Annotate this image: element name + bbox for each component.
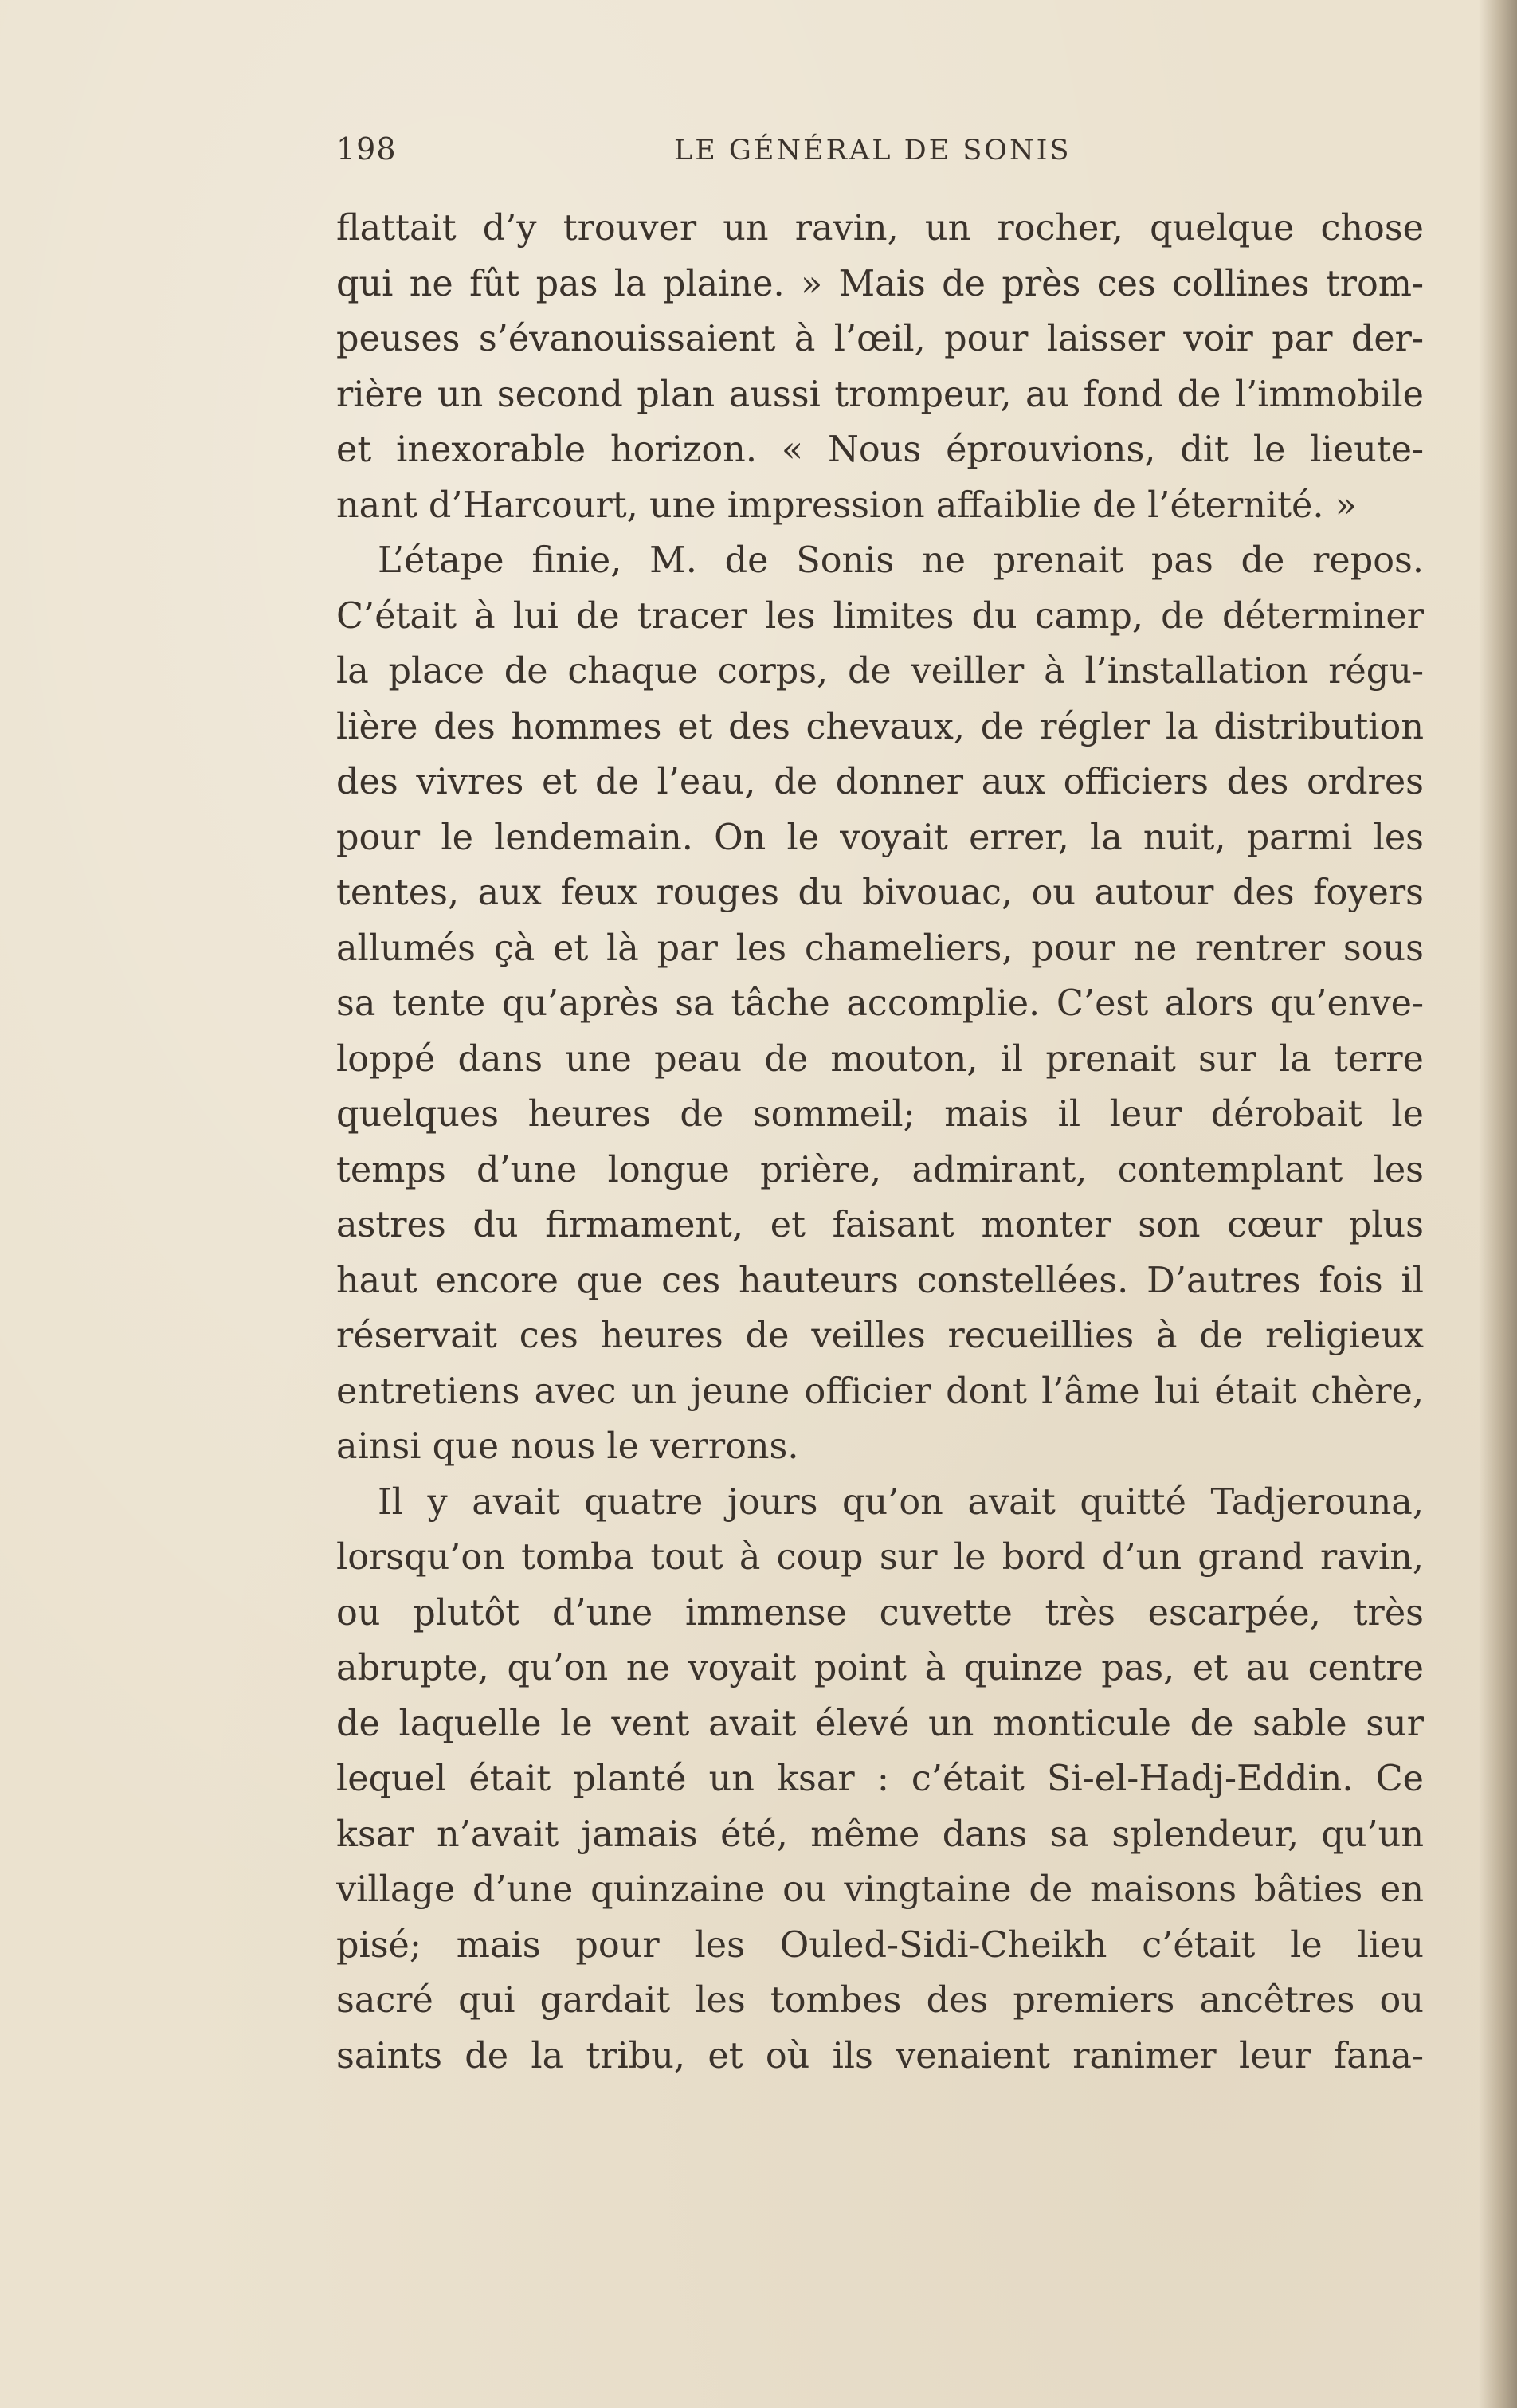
text-line: peuses s’évanouissaient à l’œil, pour laisser voir par der- xyxy=(336,319,1424,359)
text-line: la place de chaque corps, de veiller à l’installation régu- xyxy=(336,651,1424,692)
text-line: C’était à lui de tracer les limites du camp, de déterminer xyxy=(336,595,1424,637)
text-line: tentes, aux feux rouges du bivouac, ou autour des foyers xyxy=(336,873,1424,913)
text-line: temps d’une longue prière, admirant, contemplant les xyxy=(336,1149,1424,1190)
text-line: lorsqu’on tomba tout à coup sur le bord d’un grand ravin, xyxy=(336,1537,1424,1578)
text-line: sacré qui gardait les tombes des premiers ancêtres ou xyxy=(336,1980,1424,2021)
page-header xyxy=(336,131,1197,176)
text-line: village d’une quinzaine ou vingtaine de maisons bâties en xyxy=(336,1869,1424,1910)
text-line: pour le lendemain. On le voyait errer, la nuit, parmi les xyxy=(336,817,1424,858)
text-line: pisé; mais pour les Ouled-Sidi-Cheikh c’était le lieu xyxy=(336,1924,1424,1966)
text-line: lière des hommes et des chevaux, de régler la distribution xyxy=(336,706,1424,747)
page-edge-shadow xyxy=(1479,0,1517,2408)
text-line: haut encore que ces hauteurs constellées. D’autres fois il xyxy=(336,1260,1424,1301)
text-line: loppé dans une peau de mouton, il prenait sur la terre xyxy=(336,1038,1424,1080)
text-line: lequel était planté un ksar : c’était Si-el-Hadj-Eddin. Ce xyxy=(336,1759,1424,1799)
text-line: ainsi que nous le verrons. xyxy=(336,1426,799,1467)
text-line: saints de la tribu, et où ils venaient ranimer leur fana- xyxy=(336,2035,1424,2077)
text-line: réservait ces heures de veilles recueillies à de religieux xyxy=(336,1316,1424,1356)
text-line: nant d’Harcourt, une impression affaiblie de l’éternité. » xyxy=(336,484,1357,526)
page-number: 198 xyxy=(336,131,397,167)
text-line: qui ne fût pas la plaine. » Mais de près ces collines trom- xyxy=(336,263,1424,304)
text-line: quelques heures de sommeil; mais il leur dérobait le xyxy=(336,1094,1424,1135)
text-line: et inexorable horizon. « Nous éprouvions, dit le lieute- xyxy=(336,429,1424,470)
text-line: allumés çà et là par les chameliers, pour ne rentrer sous xyxy=(336,928,1424,969)
text-line: de laquelle le vent avait élevé un monticule de sable sur xyxy=(336,1703,1424,1744)
text-line: L’étape finie, M. de Sonis ne prenait pas de repos. xyxy=(378,540,1424,581)
text-line: ou plutôt d’une immense cuvette très escarpée, très xyxy=(336,1592,1424,1633)
body-text xyxy=(336,201,1424,2084)
text-line: des vivres et de l’eau, de donner aux officiers des ordres xyxy=(336,762,1424,802)
text-line: abrupte, qu’on ne voyait point à quinze pas, et au centre xyxy=(336,1648,1424,1688)
text-line: rière un second plan aussi trompeur, au fond de l’immobile xyxy=(336,374,1424,415)
text-line: Il y avait quatre jours qu’on avait quitté Tadjerouna, xyxy=(378,1481,1424,1523)
text-line: sa tente qu’après sa tâche accomplie. C’est alors qu’enve- xyxy=(336,983,1424,1024)
text-line: flattait d’y trouver un ravin, un rocher, quelque chose xyxy=(336,208,1424,249)
text-line: entretiens avec un jeune officier dont l’âme lui était chère, xyxy=(336,1371,1424,1412)
running-title: LE GÉNÉRAL DE SONIS xyxy=(674,135,1072,167)
text-line: ksar n’avait jamais été, même dans sa splendeur, qu’un xyxy=(336,1814,1424,1855)
text-line: astres du firmament, et faisant monter son cœur plus xyxy=(336,1205,1424,1245)
